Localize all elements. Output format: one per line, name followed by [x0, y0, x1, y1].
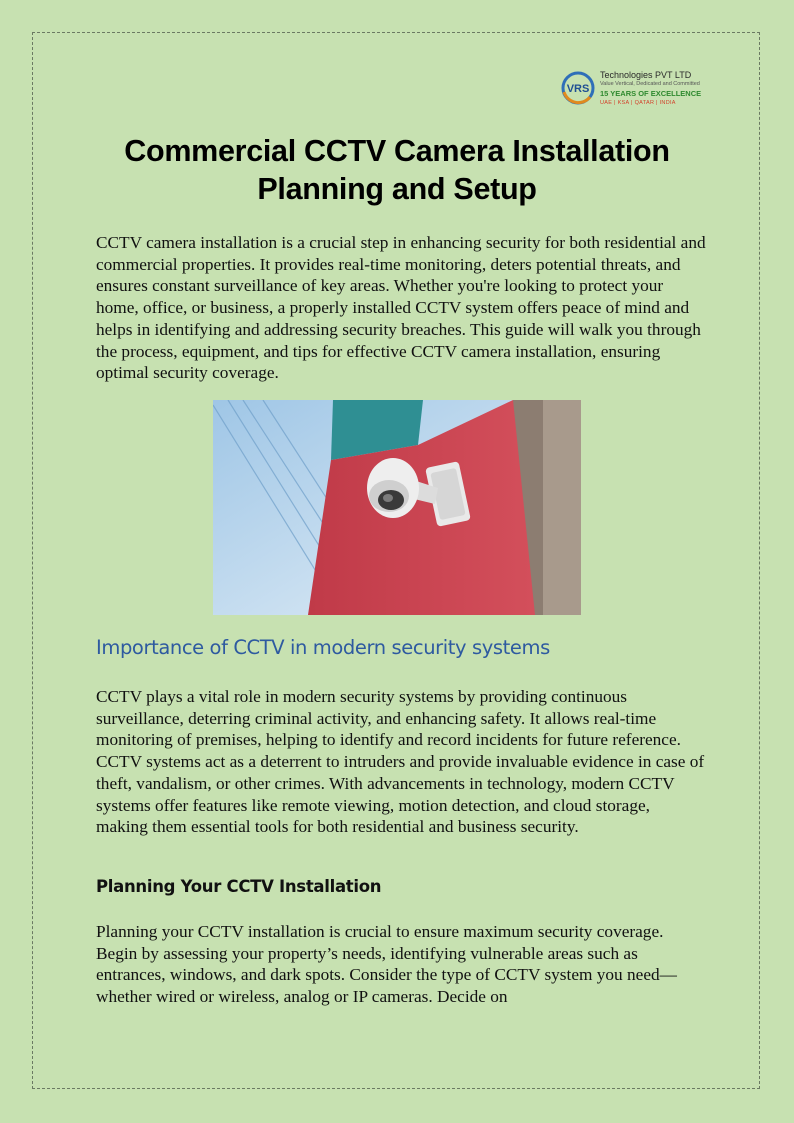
page-title: Commercial CCTV Camera Installation Planning and Setup — [124, 134, 670, 206]
section-heading-importance: Importance of CCTV in modern security systems — [96, 636, 550, 659]
logo-countries: UAE | KSA | QATAR | INDIA — [600, 100, 676, 106]
importance-paragraph: CCTV plays a vital role in modern security systems by providing continuous surveillance, deterring criminal activity, and enhancing safety. It allows real-time monitoring of premises, helping to identify and record incidents for future reference. CCTV systems act as a deterrent to intruders and provide invaluable evidence in case of theft, vandalism, or other crimes. With advancements in technology, modern CCTV systems offer features like remote viewing, motion detection, and cloud storage, making them essential tools for both residential and business security. — [96, 687, 705, 837]
logo-years: 15 YEARS OF EXCELLENCE — [600, 89, 702, 98]
intro-paragraph: CCTV camera installation is a crucial step in enhancing security for both residential and commercial properties. It provides real-time monitoring, deters potential threats, and ensures constant surveillance of key areas. Whether you're looking to protect your home, office, or business, a properly installed CCTV system offers peace of mind and helps in identifying and addressing security breaches. This guide will walk you through the process, equipment, and tips for effective CCTV camera installation, ensuring optimal security coverage. — [96, 233, 706, 383]
logo-tagline: Value Vertical, Dedicated and Committed — [600, 81, 700, 87]
vrs-logo-icon — [560, 70, 596, 106]
section-heading-planning: Planning Your CCTV Installation — [96, 877, 382, 896]
planning-paragraph: Planning your CCTV installation is crucial to ensure maximum security coverage. Begin by assessing your property’s needs, identifying vulnerable areas such as entrances, windows, and dark spots. Consider the type of CCTV system you need—whether wired or wireless, analog or IP cameras. Decide on — [96, 922, 677, 1007]
company-logo — [560, 68, 710, 112]
cctv-camera-photo — [213, 400, 581, 615]
logo-mark-text: VRS — [566, 83, 590, 95]
logo-company-name: Technologies PVT LTD — [600, 70, 692, 80]
